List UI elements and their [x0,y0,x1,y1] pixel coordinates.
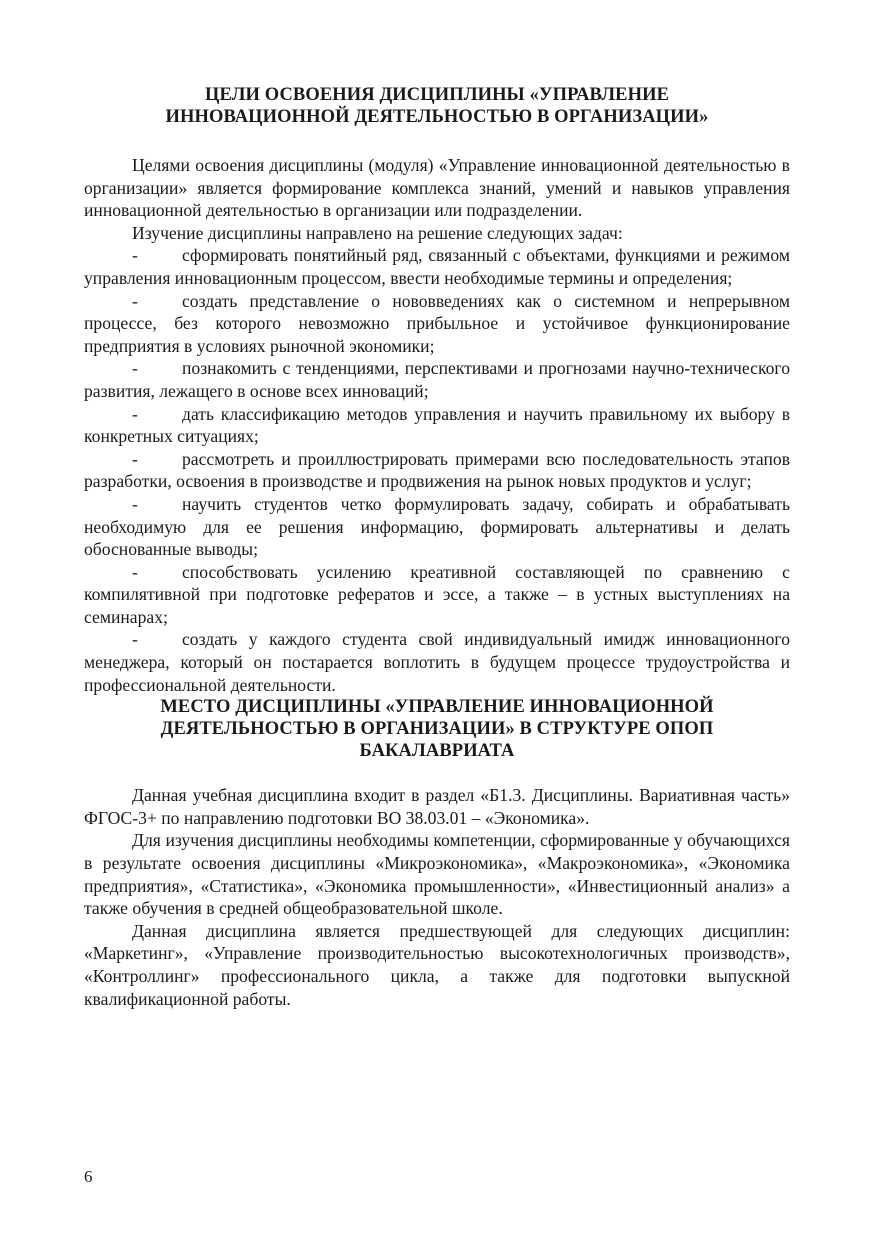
task-text: сформировать понятийный ряд, связанный с объектами, функциями и режимом управления инновационным процессом, ввести необходимые термины и определения; [84,245,790,288]
task-item [84,290,790,358]
title-line: ДЕЯТЕЛЬНОСТЬЮ В ОРГАНИЗАЦИИ» В СТРУКТУРЕ ОПОП [160,719,714,740]
task-text: познакомить с тенденциями, перспективами и прогнозами научно-технического развития, лежащего в основе всех инноваций; [84,358,790,401]
task-item [84,448,790,493]
title-line: ЦЕЛИ ОСВОЕНИЯ ДИСЦИПЛИНЫ «УПРАВЛЕНИЕ [204,85,670,105]
section-title-place [84,696,790,762]
task-text: создать представление о нововведениях как о системном и непрерывном процессе, без которого невозможно прибыльное и устойчивое функционирование предприятия в условиях рыночной экономики; [84,290,790,356]
task-item [84,403,790,448]
bullet-dash: - [132,245,138,266]
goals-body [84,154,790,696]
task-item [84,561,790,629]
task-item [84,244,790,289]
tasks-intro-paragraph: Изучение дисциплины направлено на решение следующих задач: [132,222,623,243]
task-item [84,493,790,561]
task-text: рассмотреть и проиллюстрировать примерами всю последовательность этапов разработки, освоения в производстве и продвижения на рынок новых продуктов и услуг; [84,448,790,492]
place-body [84,784,790,1010]
page-number: 6 [84,1167,93,1186]
place-paragraph: Данная дисциплина является предшествующей для следующих дисциплин: «Маркетинг», «Управление производительностью высокотехнологичных производств», «Контроллинг» профессионального цикла, а также для подготовки выпускной квалификационной работы. [84,920,790,1009]
bullet-dash: - [132,403,138,424]
task-text: научить студентов четко формулировать задачу, собирать и обрабатывать необходимую для ее решения информацию, формировать альтернативы и делать обоснованные выводы; [84,493,790,560]
title-line: МЕСТО ДИСЦИПЛИНЫ «УПРАВЛЕНИЕ ИННОВАЦИОННОЙ [160,697,714,718]
task-text: создать у каждого студента свой индивидуальный имидж инновационного менеджера, который он постарается воплотить в будущем процессе трудоустройства и профессиональной деятельности. [84,629,790,695]
task-text: дать классификацию методов управления и научить правильному их выбору в конкретных ситуациях; [84,403,790,447]
title-line: ИННОВАЦИОННОЙ ДЕЯТЕЛЬНОСТЬЮ В ОРГАНИЗАЦИИ» [165,107,709,127]
place-paragraph: Для изучения дисциплины необходимы компетенции, сформированные у обучающихся в результате освоения дисциплины «Микроэкономика», «Макроэкономика», «Экономика предприятия», «Статистика», «Экономика промышленности», «Инвестиционный анализ» а также обучения в средней общеобразовательной школе. [84,830,790,919]
section-title-goals [84,84,790,128]
bullet-dash: - [132,561,138,582]
place-paragraph: Данная учебная дисциплина входит в раздел «Б1.3. Дисциплины. Вариативная часть» ФГОС-3+ по направлению подготовки ВО 38.03.01 – «Экономика». [84,785,790,828]
task-item [84,628,790,696]
task-item [84,357,790,402]
goals-intro-paragraph: Целями освоения дисциплины (модуля) «Управление инновационной деятельностью в организации» является формирование комплекса знаний, умений и навыков управления инновационной деятельностью в организации или подразделении. [84,155,790,221]
bullet-dash: - [132,493,138,514]
bullet-dash: - [132,629,138,650]
task-text: способствовать усилению креативной составляющей по сравнению с компилятивной при подготовке рефератов и эссе, а также – в устных выступлениях на семинарах; [84,561,790,627]
bullet-dash: - [132,358,138,379]
title-line: БАКАЛАВРИАТА [359,741,515,762]
bullet-dash: - [132,448,138,469]
bullet-dash: - [132,290,138,311]
